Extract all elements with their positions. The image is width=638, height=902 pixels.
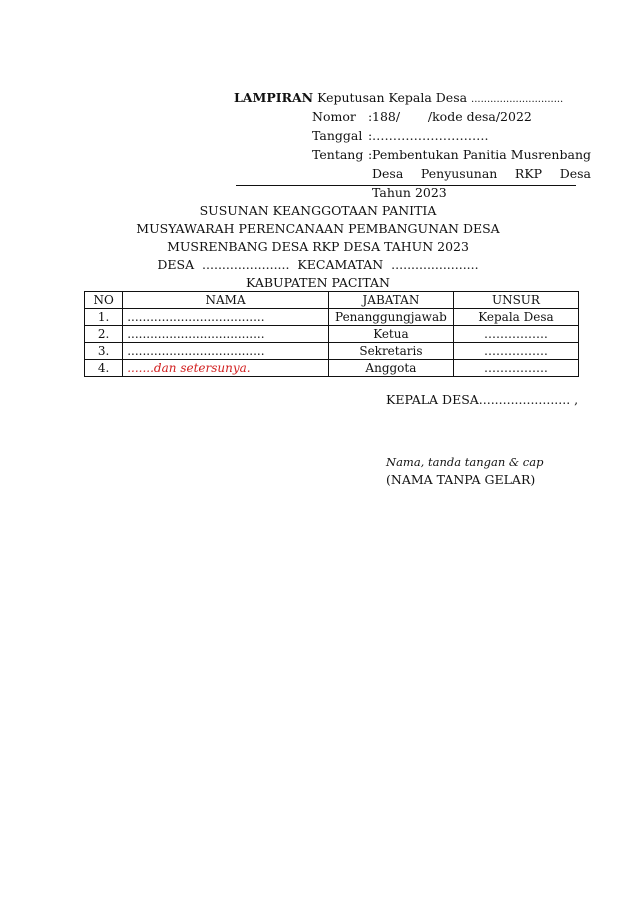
title-line-4: DESA ...................... KECAMATAN ......................: [157, 257, 479, 272]
signature-label: Nama, tanda tangan & cap: [386, 455, 544, 469]
tentang-colon: :: [368, 147, 373, 162]
nomor-colon: :: [368, 109, 373, 124]
tanggal-row: [234, 126, 563, 145]
nomor-value: 188/ /kode desa/2022: [372, 109, 532, 124]
signatory-name: (NAMA TANPA GELAR): [386, 472, 536, 487]
cell-unsur: Kepala Desa: [453, 309, 578, 326]
cell-unsur: …………….: [453, 360, 578, 377]
cell-no: 4.: [85, 360, 123, 377]
tanggal-value: ……………………….: [372, 128, 489, 143]
cell-jabatan: Penanggungjawab: [328, 309, 453, 326]
header-divider: [236, 185, 576, 186]
header-nama: NAMA: [123, 292, 329, 309]
tentang-value: Pembentukan Panitia Musrenbang Desa Penyusunan RKP Desa Tahun 2023: [372, 147, 591, 200]
cell-nama: ....................................: [123, 343, 329, 360]
lampiran-header: [234, 88, 563, 107]
title-line-1: SUSUNAN KEANGGOTAAN PANITIA: [199, 203, 437, 218]
committee-table: [84, 291, 579, 377]
cell-no: 3.: [85, 343, 123, 360]
cell-jabatan: Sekretaris: [328, 343, 453, 360]
lampiran-block: [234, 88, 591, 200]
lampiran-label: LAMPIRAN: [234, 90, 314, 105]
keputusan-text: Keputusan Kepala Desa: [317, 90, 468, 105]
header-no: NO: [85, 292, 123, 309]
cell-nama-note: .......dan setersunya.: [123, 360, 329, 377]
title-line-5: KABUPATEN PACITAN: [246, 275, 390, 290]
tentang-key: Tentang: [312, 147, 364, 162]
table-row: [85, 360, 579, 377]
cell-no: 1.: [85, 309, 123, 326]
document-title: [0, 202, 638, 292]
title-line-2: MUSYAWARAH PERENCANAAN PEMBANGUNAN DESA: [136, 221, 500, 236]
signature-title: KEPALA DESA....................... ,: [386, 392, 579, 407]
tentang-row: [234, 145, 591, 200]
table-row: [85, 309, 579, 326]
title-line-3: MUSRENBANG DESA RKP DESA TAHUN 2023: [167, 239, 469, 254]
nomor-key: Nomor: [312, 109, 356, 124]
cell-nama: ....................................: [123, 326, 329, 343]
tanggal-key: Tanggal: [312, 128, 363, 143]
cell-unsur: …………….: [453, 326, 578, 343]
table-row: [85, 326, 579, 343]
cell-no: 2.: [85, 326, 123, 343]
header-jabatan: JABATAN: [328, 292, 453, 309]
cell-nama: ....................................: [123, 309, 329, 326]
header-unsur: UNSUR: [453, 292, 578, 309]
keputusan-dots: .............................: [471, 94, 564, 105]
table-row: [85, 343, 579, 360]
cell-unsur: …………….: [453, 343, 578, 360]
cell-jabatan: Ketua: [328, 326, 453, 343]
nomor-row: [234, 107, 563, 126]
table-header-row: [85, 292, 579, 309]
cell-jabatan: Anggota: [328, 360, 453, 377]
tanggal-colon: :: [368, 128, 373, 143]
